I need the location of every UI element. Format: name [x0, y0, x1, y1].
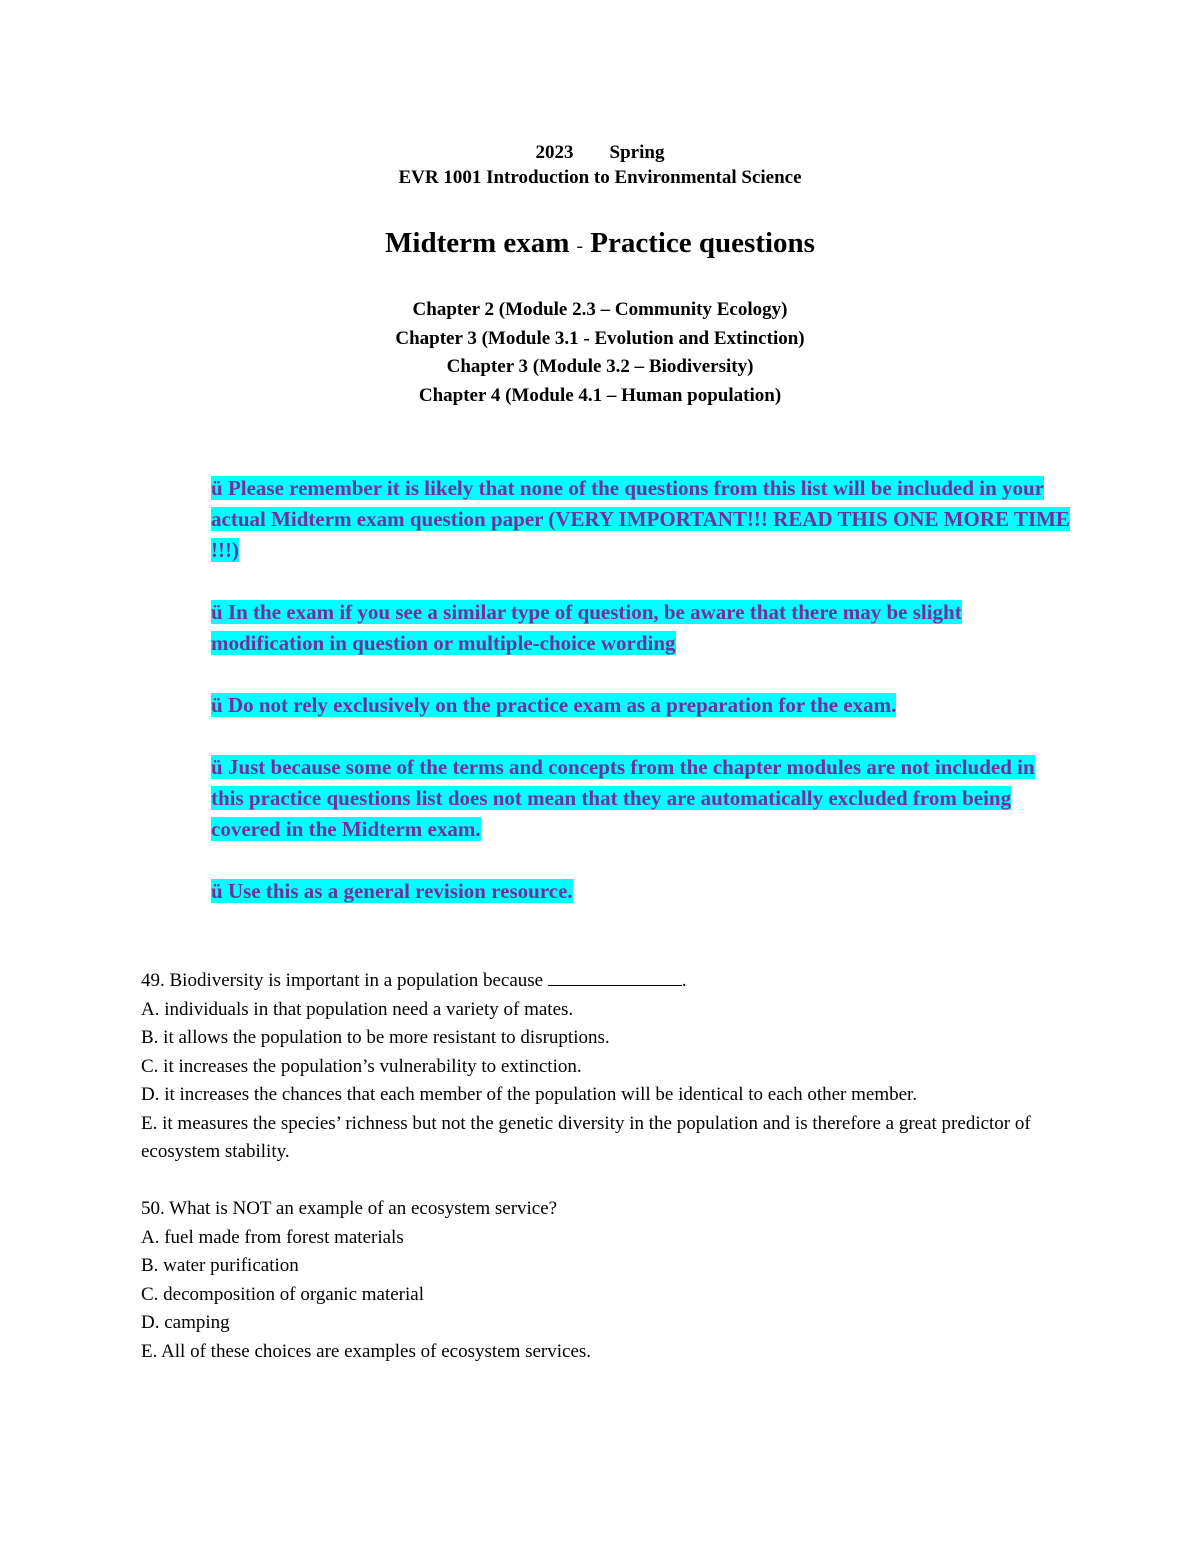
chapter-item: Chapter 3 (Module 3.2 – Biodiversity) — [446, 356, 754, 377]
note-text: Do not rely exclusively on the practice exam as a preparation for the exam. — [227, 693, 897, 717]
chapter-list — [0, 296, 1200, 410]
choice-item: B. water purification — [141, 1255, 299, 1276]
note-text: In the exam if you see a similar type of question, be aware that there may be slight modification in question or multiple-choice wording — [211, 600, 962, 655]
checkmark-bullet: ü — [211, 600, 223, 624]
checkmark-bullet: ü — [211, 693, 223, 717]
chapter-item: Chapter 4 (Module 4.1 – Human population) — [418, 384, 782, 406]
note-text: Just because some of the terms and concepts from the chapter modules are not included in this practice questions list does not mean that they are automatically excluded from being covered in the Midterm exam. — [211, 755, 1035, 841]
chapter-item: Chapter 3 (Module 3.1 - Evolution and Extinction) — [395, 327, 805, 349]
title-separator: - — [576, 236, 583, 257]
question-stem: 49. Biodiversity is important in a population because . — [141, 970, 687, 991]
choice-item: C. decomposition of organic material — [141, 1283, 424, 1305]
choice-item: A. individuals in that population need a variety of mates. — [141, 998, 574, 1020]
term-line — [0, 141, 1200, 165]
choice-item: D. camping — [141, 1312, 230, 1333]
choice-item: A. fuel made from forest materials — [141, 1226, 404, 1248]
title-part1: Midterm exam — [385, 227, 570, 259]
chapter-item: Chapter 2 (Module 2.3 – Community Ecology) — [412, 299, 788, 320]
season: Spring — [609, 142, 665, 163]
year: 2023 — [535, 142, 574, 163]
choice-list — [141, 996, 1071, 1167]
choice-item: B. it allows the population to be more resistant to disruptions. — [141, 1027, 610, 1048]
choice-item: D. it increases the chances that each member of the population will be identical to each other member. — [141, 1084, 918, 1105]
title-part2: Practice questions — [590, 227, 815, 259]
choice-item: C. it increases the population’s vulnerability to extinction. — [141, 1055, 582, 1077]
page-title — [0, 225, 1200, 265]
choice-item: E. All of these choices are examples of ecosystem services. — [141, 1340, 592, 1362]
question-list — [141, 967, 1071, 1395]
answer-blank — [548, 971, 682, 986]
note-text: Please remember it is likely that none of the questions from this list will be included in your actual Midterm exam question paper (VERY IMPORTANT!!! READ THIS ONE MORE TIME !!!) — [211, 476, 1070, 562]
question-50 — [141, 1195, 1071, 1366]
note-item — [211, 473, 1071, 566]
choice-item: E. it measures the species’ richness but not the genetic diversity in the population and is therefore a great predictor of ecosystem stability. — [141, 1112, 1031, 1162]
note-item — [211, 876, 1071, 907]
checkmark-bullet: ü — [211, 755, 223, 779]
checkmark-bullet: ü — [211, 879, 223, 903]
note-text: Use this as a general revision resource. — [227, 879, 573, 903]
note-item — [211, 752, 1071, 845]
note-item — [211, 690, 1071, 721]
checkmark-bullet: ü — [211, 476, 223, 500]
question-49 — [141, 967, 1071, 1167]
question-stem: 50. What is NOT an example of an ecosystem service? — [141, 1198, 558, 1219]
note-item — [211, 597, 1071, 659]
course-title: EVR 1001 Introduction to Environmental Science — [398, 167, 802, 188]
choice-list — [141, 1224, 1071, 1367]
important-notes — [211, 473, 1071, 938]
